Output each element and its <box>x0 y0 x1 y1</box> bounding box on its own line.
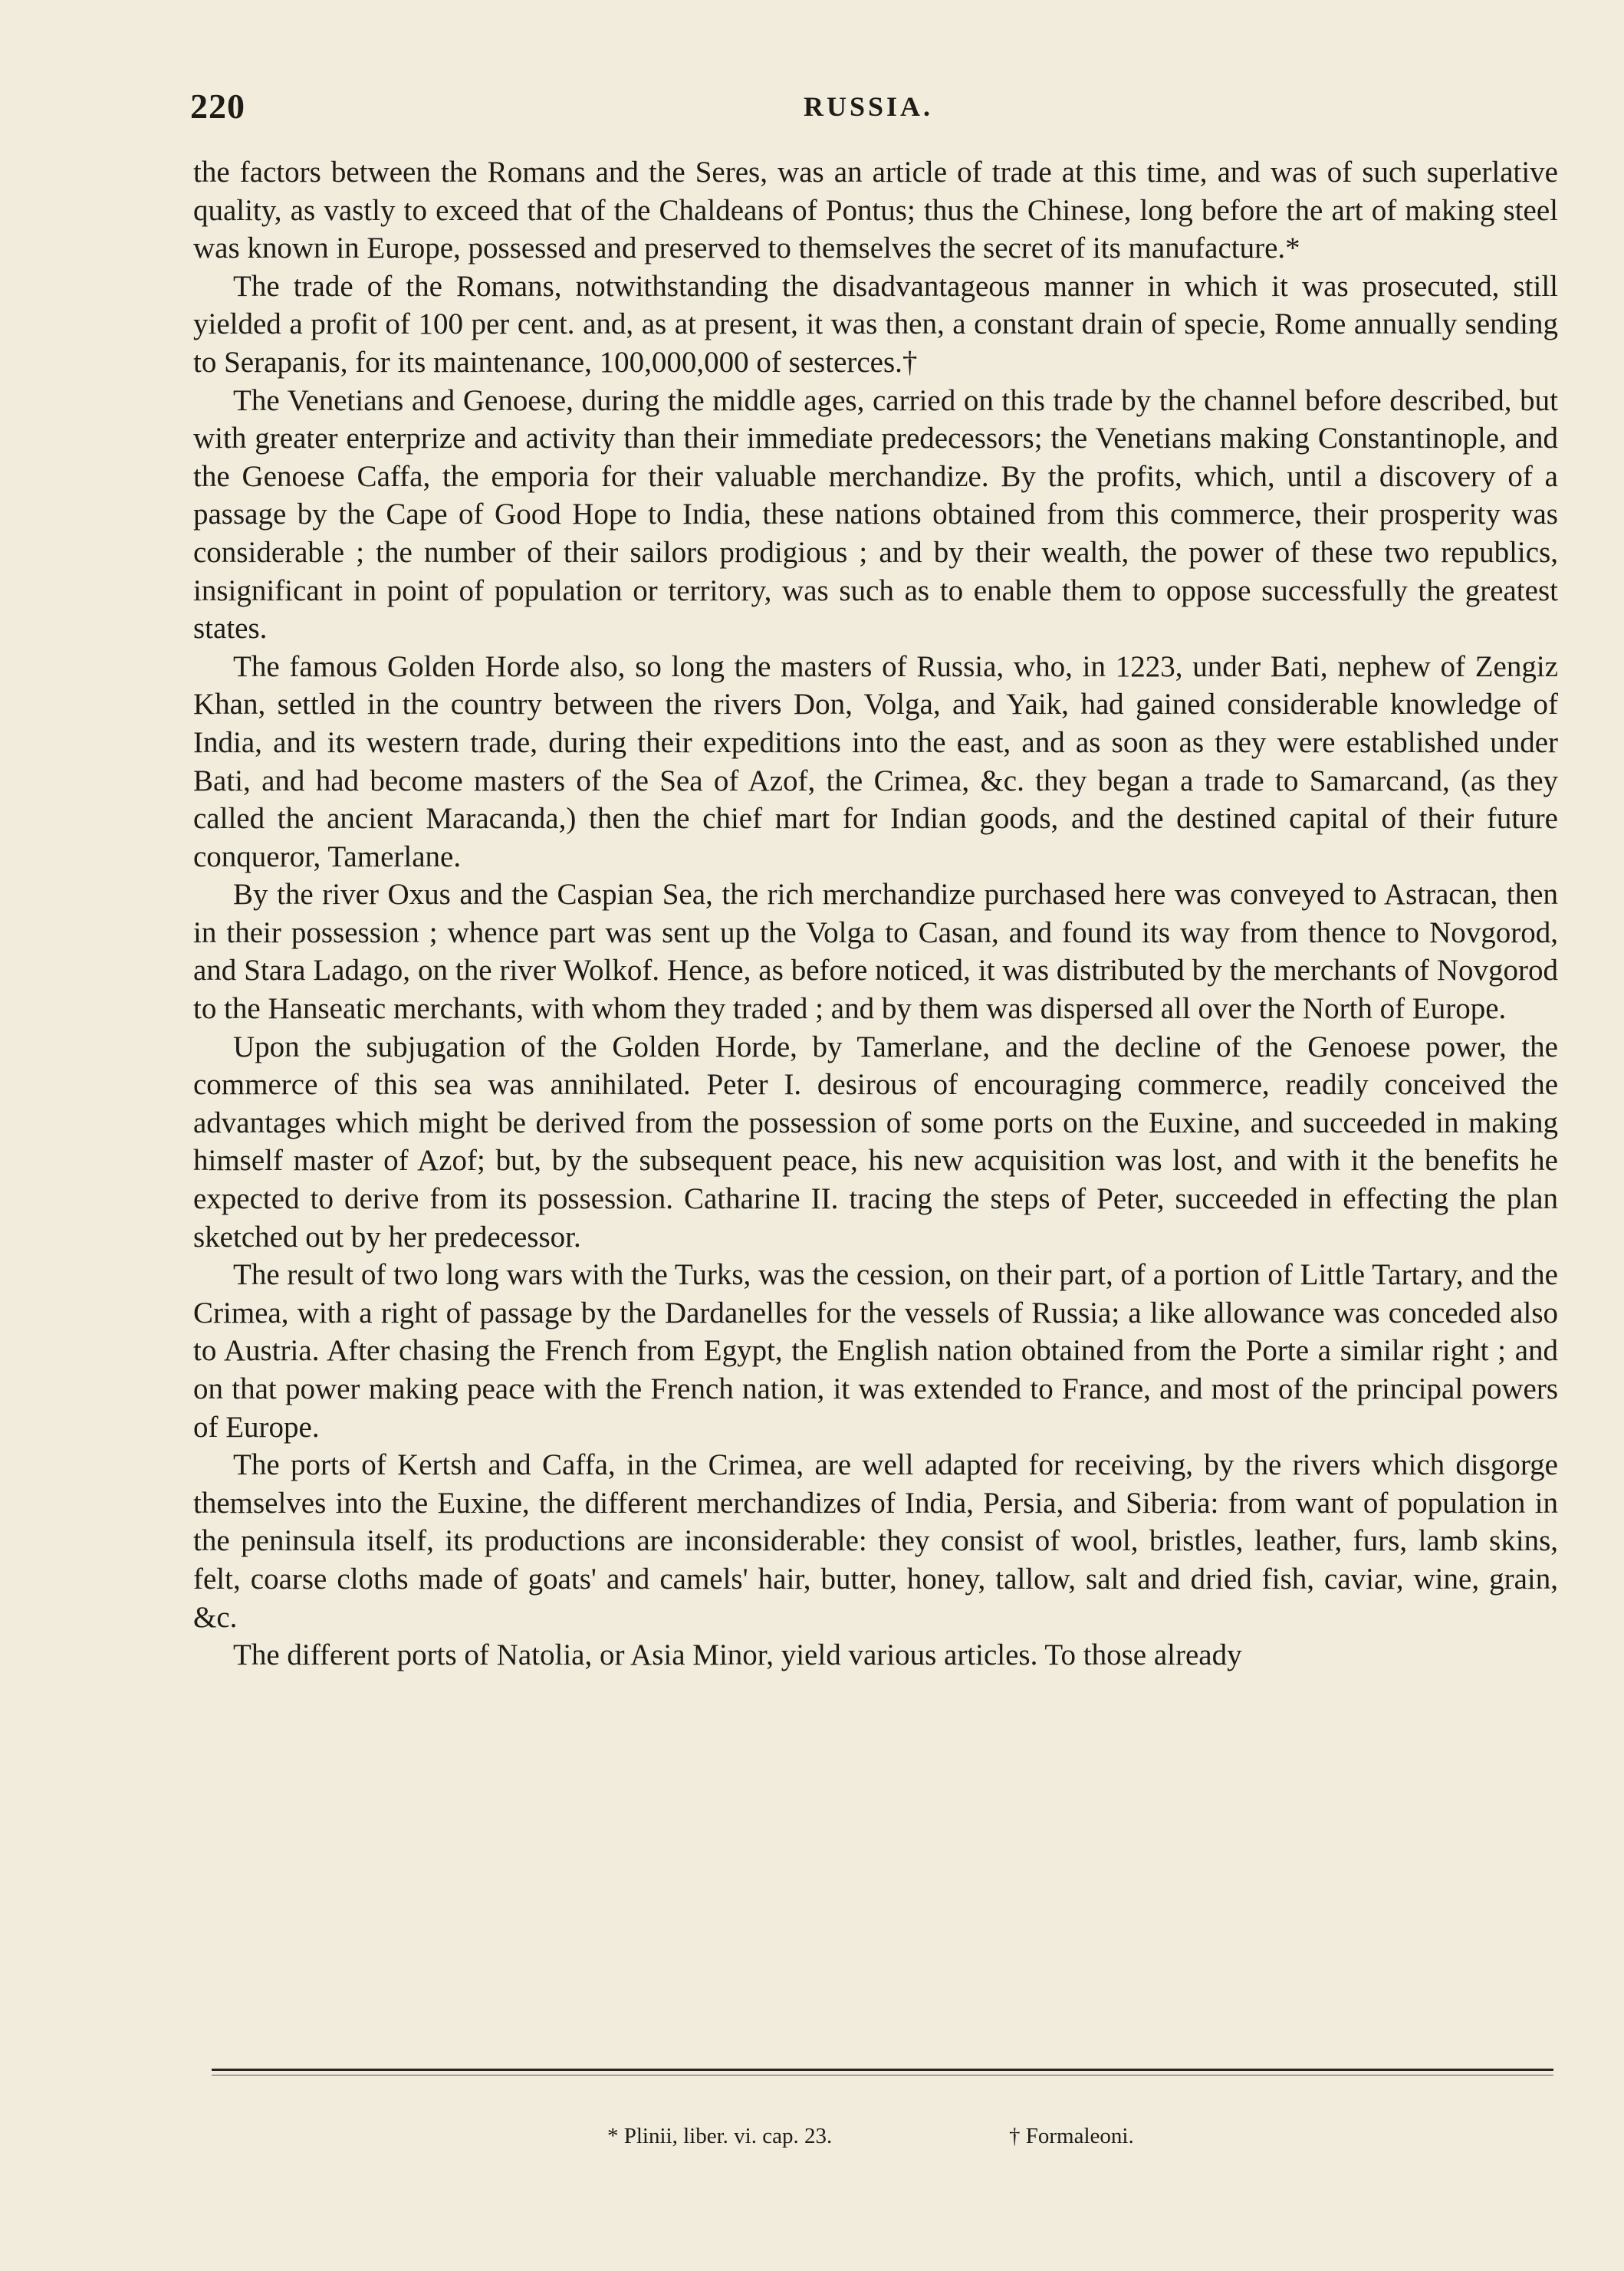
paragraph: The Venetians and Genoese, during the middle ages, carried on this trade by the channel before described, but with greater enterprize and activity than their immediate predecessors; the Venetians making Constantinople, and the Genoese Caffa, the emporia for their valuable merchandize. By the profits, which, until a discovery of a passage by the Cape of Good Hope to India, these nations obtained from this commerce, their prosperity was considerable ; the number of their sailors prodigious ; and by their wealth, the power of these two republics, insignificant in point of population or territory, was such as to enable them to oppose successfully the greatest states. <box>193 383 1558 646</box>
paragraph: By the river Oxus and the Caspian Sea, the rich merchandize purchased here was conveyed to Astracan, then in their possession ; whence part was sent up the Volga to Casan, and found its way from thence to Novgorod, and Stara Ladago, on the river Wolkof. Hence, as before noticed, it was distributed by the merchants of Novgorod to the Hanseatic merchants, with whom they traded ; and by them was dispersed all over the North of Europe. <box>193 878 1558 1026</box>
footnotes <box>0 2124 1624 2154</box>
paragraph: The result of two long wars with the Turks, was the cession, on their part, of a portion of Little Tartary, and the Crimea, with a right of passage by the Dardanelles for the vessels of Russia; a like allowance was conceded also to Austria. After chasing the French from Egypt, the English nation obtained from the Porte a similar right ; and on that power making peace with the French nation, it was extended to France, and most of the principal powers of Europe. <box>193 1258 1558 1444</box>
paragraph: The ports of Kertsh and Caffa, in the Crimea, are well adapted for receiving, by the rivers which disgorge themselves into the Euxine, the different merchandizes of India, Persia, and Siberia: from want of population in the peninsula itself, its productions are inconsiderable: they consist of wool, bristles, leather, furs, lamb skins, felt, coarse cloths made of goats' and camels' hair, butter, honey, tallow, salt and dried fish, caviar, wine, grain, &c. <box>193 1448 1558 1634</box>
body-text <box>193 153 1558 1674</box>
page-number: 220 <box>190 87 245 126</box>
footnote-1: * Plinii, liber. vi. cap. 23. <box>607 2124 833 2148</box>
paragraph: the factors between the Romans and the Seres, was an article of trade at this time, and was of such superlative quality, as vastly to exceed that of the Chaldeans of Pontus; thus the Chinese, long before the art of making steel was known in Europe, possessed and preserved to themselves the secret of its manufacture.* <box>193 156 1558 265</box>
paragraph: The different ports of Natolia, or Asia Minor, yield various articles. To those already <box>233 1638 1242 1672</box>
paragraph: Upon the subjugation of the Golden Horde, by Tamerlane, and the decline of the Genoese power, the commerce of this sea was annihilated. Peter I. desirous of encouraging commerce, readily conceived the advantages which might be derived from the possession of some ports on the Euxine, and succeeded in making himself master of Azof; but, by the subsequent peace, his new acquisition was lost, and with it the benefits he expected to derive from its possession. Catharine II. tracing the steps of Peter, succeeded in effecting the plan sketched out by her predecessor. <box>193 1030 1558 1254</box>
paragraph: The famous Golden Horde also, so long the masters of Russia, who, in 1223, under Bati, nephew of Zengiz Khan, settled in the country between the rivers Don, Volga, and Yaik, had gained considerable knowledge of India, and its western trade, during their expeditions into the east, and as soon as they were established under Bati, and had become masters of the Sea of Azof, the Crimea, &c. they began a trade to Samarcand, (as they called the ancient Maracanda,) then the chief mart for Indian goods, and the destined capital of their future conqueror, Tamerlane. <box>193 649 1558 873</box>
running-head: RUSSIA. <box>804 91 934 122</box>
paragraph: The trade of the Romans, notwithstanding the disadvantageous manner in which it was prosecuted, still yielded a profit of 100 per cent. and, as at present, it was then, a constant drain of specie, Rome annually sending to Serapanis, for its maintenance, 100,000,000 of sesterces.† <box>193 269 1558 379</box>
page-header <box>190 86 1563 132</box>
footnote-divider <box>212 2069 1553 2071</box>
footnote-2: † Formaleoni. <box>1009 2124 1134 2148</box>
